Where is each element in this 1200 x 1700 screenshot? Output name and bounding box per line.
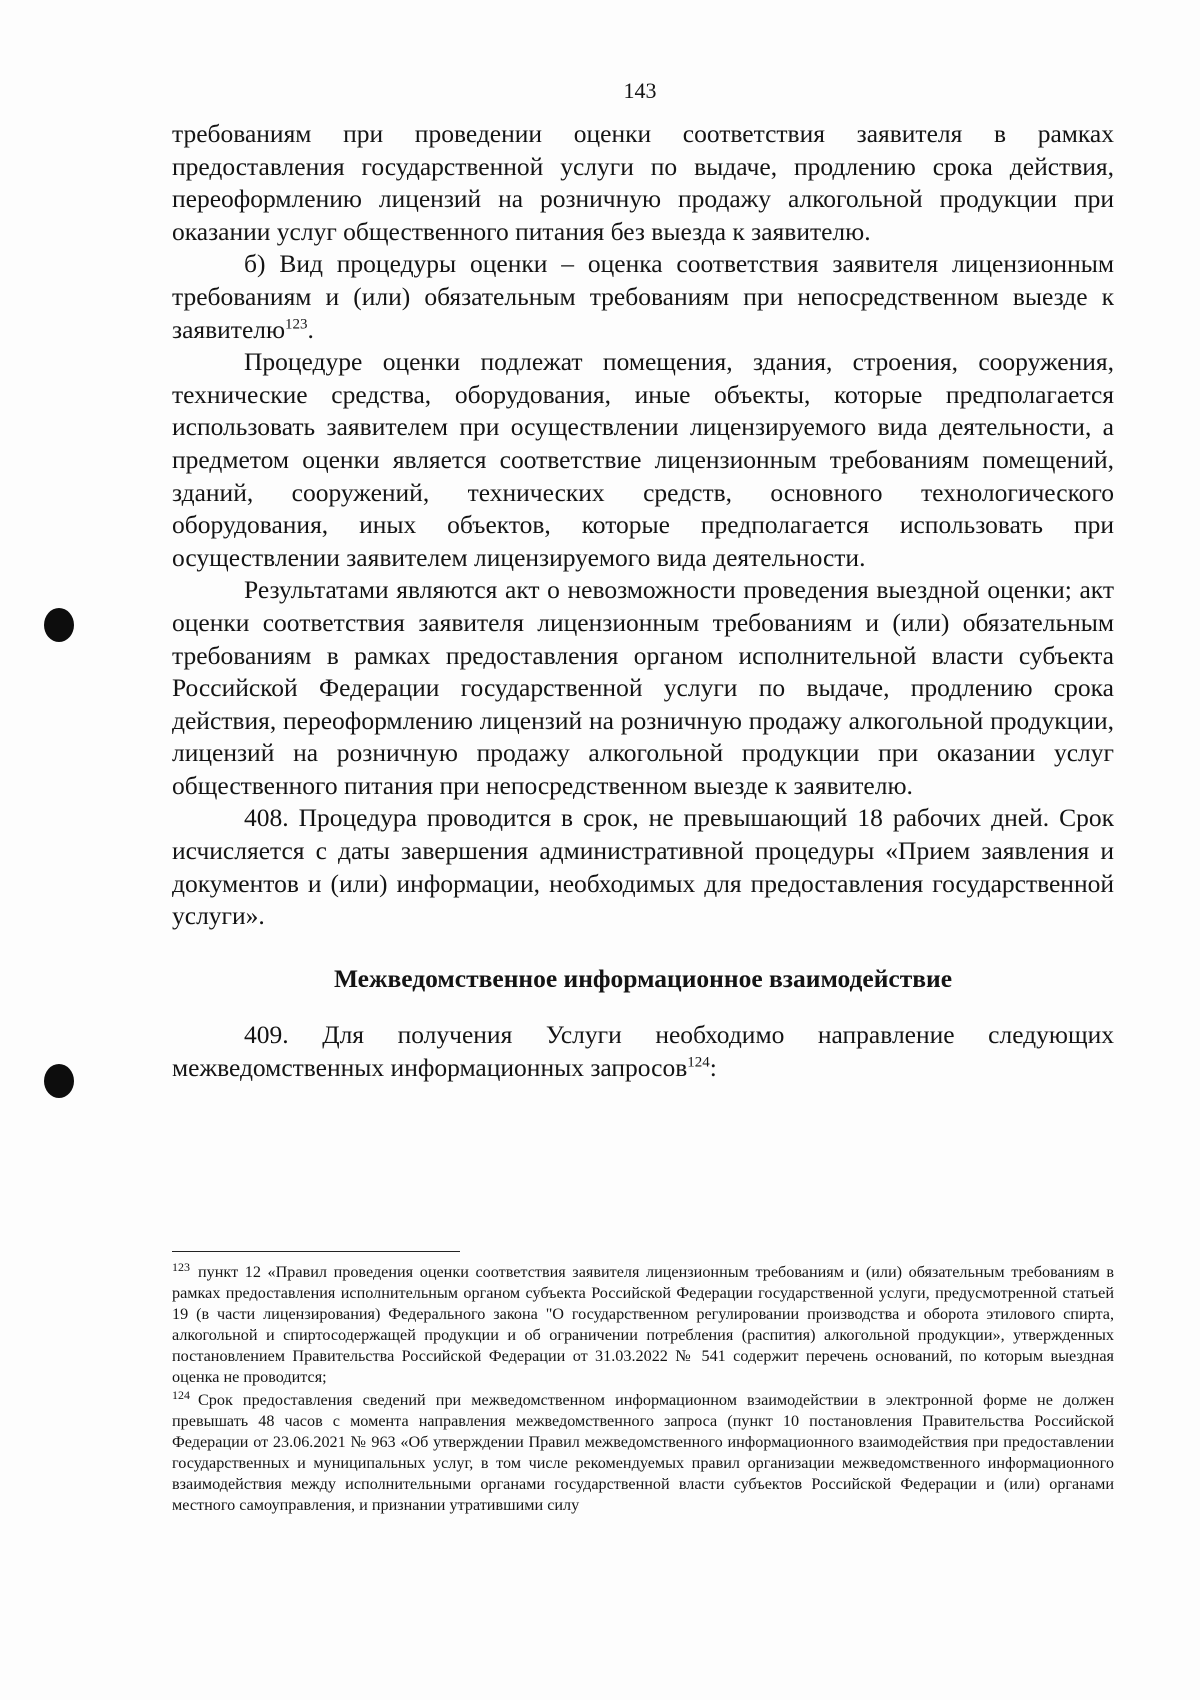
footnote-reference: 123 [285, 316, 308, 333]
paragraph: требованиям при проведении оценки соответствия заявителя в рамках предоставления государственной услуги по выдаче, продлению срока действия, переоформлению лицензий на розничную продажу алкогольной продукции при оказании услуг общественного питания без выезда к заявителю. [172, 119, 1114, 246]
paragraph-text: 409. Для получения Услуги необходимо направление следующих межведомственных информационных запросов [172, 1020, 1114, 1083]
footnotes [172, 1259, 1114, 1518]
footnote-separator [172, 1251, 460, 1252]
paragraph-end: : [709, 1053, 717, 1083]
page-number: 143 [623, 78, 657, 103]
footnote [172, 1387, 1114, 1516]
main-text [172, 118, 1114, 1085]
paragraph-end: . [307, 314, 314, 344]
paragraph [172, 1019, 1114, 1084]
footnote-number: 123 [172, 1259, 190, 1274]
paragraph: Результатами являются акт о невозможности проведения выездной оценки; акт оценки соответствия заявителя лицензионным требованиям и (или) обязательным требованиям в рамках предоставления органом исполнительной власти субъекта Российской Федерации государственной услуги по выдаче, продлению срока действия, переоформлению лицензий на розничную продажу алкогольной продукции, лицензий на розничную продажу алкогольной продукции при оказании услуг общественного питания при непосредственном выезде к заявителю. [172, 575, 1114, 800]
footnote [172, 1259, 1114, 1388]
paragraph-text: б) Вид процедуры оценки – оценка соответствия заявителя лицензионным требованиям и (или) обязательным требованиям при непосредственном выезде к заявителю [172, 249, 1114, 344]
footnote-text: пункт 12 «Правил проведения оценки соответствия заявителя лицензионным требованиям и (или) обязательным требованиям в рамках предоставления исполнительным органом субъекта Российской Федерации государственной услуги, предусмотренной статьей 19 (в части лицензирования) Федерального закона "О государственном регулировании производства и оборота этилового спирта, алкогольной и спиртосодержащей продукции и об ограничении потребления (распития) алкогольной продукции», утвержденных постановлением Правительства Российской Федерации от 31.03.2022 № 541 содержит перечень оснований, по которым выездная оценка не проводится; [172, 1263, 1114, 1386]
paragraph: Процедуре оценки подлежат помещения, здания, строения, сооружения, технические средства, оборудования, иные объекты, которые предполагается использовать заявителем при осуществлении лицензируемого вида деятельности, а предметом оценки является соответствие лицензионным требованиям помещений, зданий, сооружений, технических средств, основного технологического оборудования, иных объектов, которые предполагается использовать при осуществлении заявителем лицензируемого вида деятельности. [172, 347, 1114, 572]
punch-hole-mark [44, 608, 74, 642]
paragraph [172, 248, 1114, 346]
footnote-text: Срок предоставления сведений при межведомственном информационном взаимодействии в электронной форме не должен превышать 48 часов с момента направления межведомственного запроса (пункт 10 постановления Правительства Российской Федерации от 23.06.2021 № 963 «Об утверждении Правил межведомственного информационного взаимодействия при предоставлении государственных и муниципальных услуг, в том числе рекомендуемых правил организации межведомственного информационного взаимодействия между исполнительными органами государственной власти субъектов Российской Федерации и (или) органами местного самоуправления, и признании утратившими силу [172, 1391, 1114, 1514]
section-heading: Межведомственное информационное взаимодействие [333, 963, 953, 993]
paragraph: 408. Процедура проводится в срок, не превышающий 18 рабочих дней. Срок исчисляется с даты завершения административной процедуры «Прием заявления и документов и (или) информации, необходимых для предоставления государственной услуги». [172, 803, 1114, 931]
footnote-number: 124 [172, 1387, 190, 1402]
footnote-reference: 124 [687, 1054, 710, 1071]
punch-hole-mark [44, 1064, 74, 1098]
